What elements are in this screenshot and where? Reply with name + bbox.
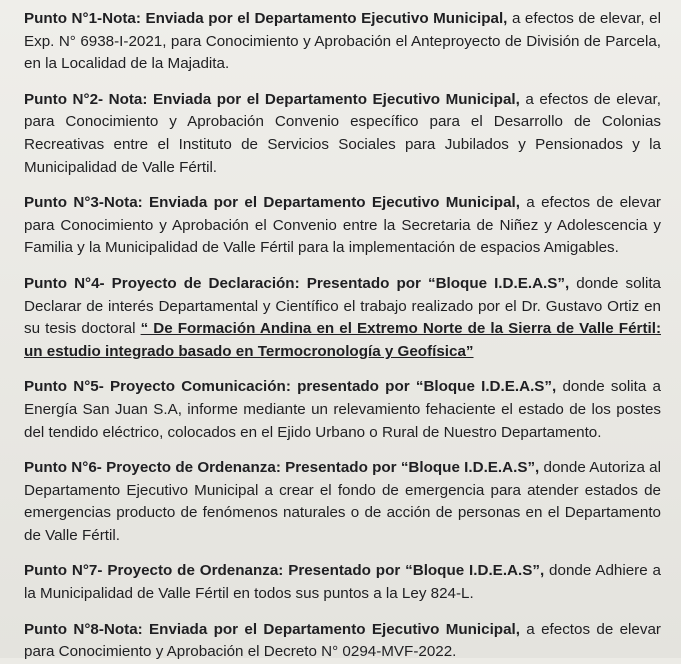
agenda-item-7 xyxy=(24,560,661,605)
agenda-item-4 xyxy=(24,273,661,363)
agenda-item-text: donde Autoriza al Departamento Ejecutivo Municipal a crear el fondo de emergencia para atender estados de emergencias producto de fenómenos naturales o de acción de personas en el Departamento de Valle Fértil. xyxy=(24,459,661,544)
agenda-item-lead: Punto N°1-Nota: Enviada por el Departamento Ejecutivo Municipal, xyxy=(24,10,508,27)
agenda-item-text: donde Adhiere a la Municipalidad de Valle Fértil en todos sus puntos a la Ley 824-L. xyxy=(24,562,661,603)
agenda-item-8 xyxy=(24,619,661,664)
agenda-item-2 xyxy=(24,89,661,179)
agenda-item-6 xyxy=(24,457,661,547)
agenda-item-text: donde solita a Energía San Juan S.A, informe mediante un relevamiento fehaciente el estado de los postes del tendido eléctrico, colocados en el Ejido Urbano o Rural de Nuestro Departamento. xyxy=(24,378,662,441)
agenda-item-lead: Punto N°2- Nota: Enviada por el Departamento Ejecutivo Municipal, xyxy=(24,90,520,108)
agenda-item-lead: Punto N°8-Nota: Enviada por el Departamento Ejecutivo Municipal, xyxy=(24,620,520,638)
agenda-item-text: a efectos de elevar, para Conocimiento y Aprobación Convenio específico para el Desarrollo de Colonias Recreativas entre el Instituto de Servicios Sociales para Jubilados y Pensionados y la Municipalidad de Valle Fértil. xyxy=(24,90,661,176)
agenda-item-lead: Punto N°6- Proyecto de Ordenanza: Presentado por “Bloque I.D.E.A.S”, xyxy=(24,459,540,477)
agenda-item-3 xyxy=(24,192,661,260)
agenda-item-text: a efectos de elevar para Conocimiento y Aprobación el Convenio entre la Secretaria de Niñez y Adolescencia y Familia y la Municipalidad de Valle Fértil para la implementación de espacios Amigables. xyxy=(24,194,661,257)
agenda-item-lead: Punto N°7- Proyecto de Ordenanza: Presentado por “Bloque I.D.E.A.S”, xyxy=(24,562,545,580)
agenda-item-1 xyxy=(24,8,661,76)
agenda-item-text: donde solita Declarar de interés Departamental y Científico el trabajo realizado por el Dr. Gustavo Ortiz en su tesis doctoral xyxy=(24,274,661,338)
thesis-title: “ De Formación Andina en el Extremo Norte de la Sierra de Valle Fértil: un estudio integrado basado en Termocronología y Geofísica” xyxy=(24,320,661,360)
agenda-item-lead: Punto N°4- Proyecto de Declaración: Presentado por “Bloque I.D.E.A.S”, xyxy=(24,274,570,292)
agenda-item-text: a efectos de elevar, el Exp. N° 6938-I-2021, para Conocimiento y Aprobación el Anteproyecto de División de Parcela, en la Localidad de la Majadita. xyxy=(24,10,661,73)
agenda-item-text: a efectos de elevar para Conocimiento y Aprobación el Decreto N° 0294-MVF-2022. xyxy=(24,620,661,661)
agenda-item-lead: Punto N°5- Proyecto Comunicación: presentado por “Bloque I.D.E.A.S”, xyxy=(24,378,557,396)
agenda-item-5 xyxy=(24,376,661,444)
agenda-item-lead: Punto N°3-Nota: Enviada por el Departamento Ejecutivo Municipal, xyxy=(24,194,520,212)
